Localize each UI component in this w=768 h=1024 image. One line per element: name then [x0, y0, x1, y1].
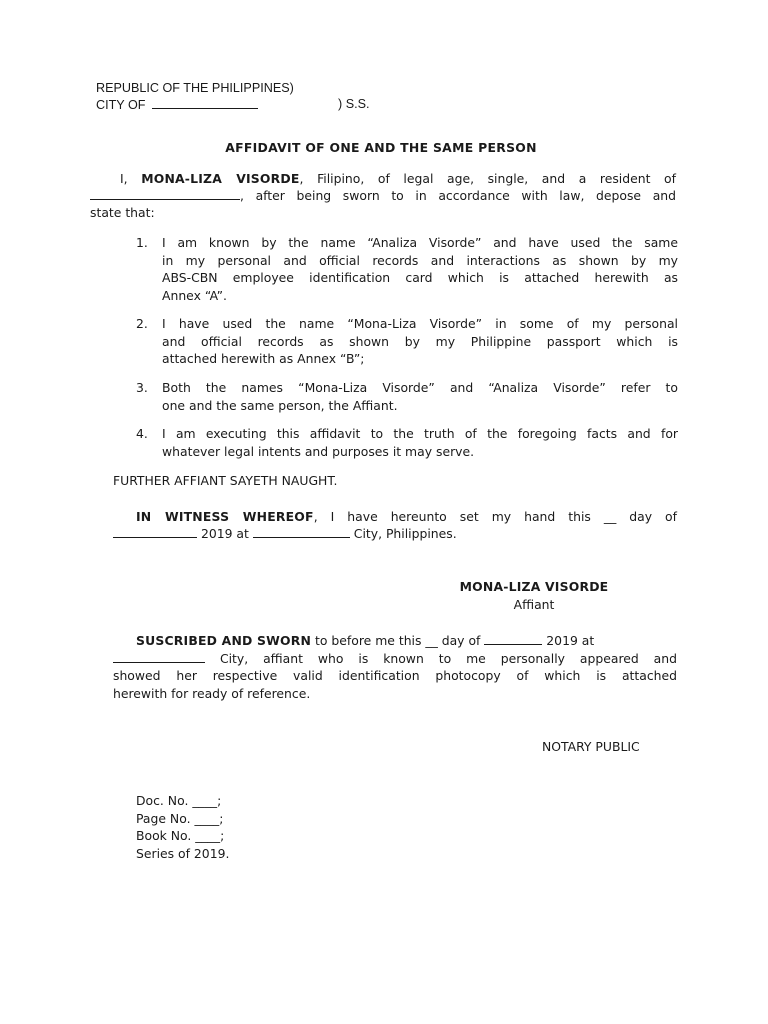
document-title: AFFIDAVIT OF ONE AND THE SAME PERSON — [225, 140, 537, 155]
header-republic: REPUBLIC OF THE PHILIPPINES) — [96, 81, 294, 95]
item-line: Annex “A”. — [162, 287, 227, 303]
intro-text-2: , after being sworn to in accordance with law, depose and — [240, 188, 676, 203]
month-blank — [113, 525, 197, 538]
item-number: 3. — [136, 380, 148, 395]
item-line: attached herewith as Annex “B”; — [162, 351, 365, 366]
jurat-line-1 — [113, 632, 677, 650]
list-item-3 — [136, 379, 678, 415]
item-line: I am executing this affidavit to the truth of the foregoing facts and for — [162, 426, 678, 441]
jurat-line-4: herewith for ready of reference. — [113, 686, 311, 701]
signature-name: MONA-LIZA VISORDE — [459, 579, 609, 594]
item-line: I am known by the name “Analiza Visorde” and have used the same — [162, 235, 678, 250]
jurat-bold: SUSCRIBED AND SWORN — [136, 633, 312, 648]
place-blank — [253, 525, 350, 538]
item-line: in my personal and official records and interactions as shown by my — [162, 252, 678, 268]
item-line: whatever legal intents and purposes it may serve. — [162, 443, 475, 459]
header-ss: ) S.S. — [338, 97, 370, 111]
jurat-line-2 — [113, 650, 677, 668]
doc-info — [136, 792, 229, 862]
witness-bold: IN WITNESS WHEREOF — [136, 509, 314, 524]
item-line: I have used the name “Mona-Liza Visorde” in some of my personal — [162, 316, 678, 331]
item-number: 4. — [136, 426, 148, 441]
witness-line-2 — [113, 525, 457, 543]
item-line: ABS-CBN employee identification card which is attached herewith as — [162, 270, 678, 285]
jurat-line-3: showed her respective valid identification photocopy of which is attached — [113, 668, 677, 683]
witness-text-2: 2019 at — [200, 526, 249, 541]
jurat-text-1b: 2019 at — [546, 633, 595, 648]
residence-blank — [90, 187, 240, 200]
item-number: 1. — [136, 235, 148, 250]
notary-public: NOTARY PUBLIC — [542, 739, 640, 754]
doc-number: Doc. No. ____; — [136, 793, 222, 808]
page-number: Page No. ____; — [136, 810, 224, 826]
signature-block — [420, 578, 648, 613]
intro-line-1 — [90, 170, 676, 188]
header-city — [96, 96, 396, 115]
item-number: 2. — [136, 316, 148, 331]
jurat-text-1: to before me this __ day of — [315, 633, 481, 648]
jurat-month-blank — [484, 632, 542, 645]
jurat-city-blank — [113, 650, 205, 663]
jurat-text-2: City, affiant who is known to me personally appeared and — [219, 651, 677, 666]
intro-lead: I, — [120, 171, 128, 186]
header-city-label: CITY OF — [96, 98, 146, 112]
list-item-4 — [136, 425, 678, 461]
item-line: one and the same person, the Affiant. — [162, 397, 398, 413]
intro-line-2 — [90, 187, 676, 205]
list-item-1 — [136, 234, 678, 306]
series: Series of 2019. — [136, 845, 230, 861]
book-number: Book No. ____; — [136, 828, 225, 843]
signature-role: Affiant — [513, 596, 555, 612]
affiant-name: MONA-LIZA VISORDE — [141, 171, 300, 186]
witness-text-1: , I have hereunto set my hand this __ day of — [313, 509, 677, 524]
city-blank — [152, 96, 258, 109]
list-item-2 — [136, 315, 678, 369]
witness-text-3: City, Philippines. — [353, 526, 457, 541]
further-affiant: FURTHER AFFIANT SAYETH NAUGHT. — [113, 473, 338, 488]
item-line: Both the names “Mona-Liza Visorde” and “Analiza Visorde” refer to — [162, 380, 678, 395]
intro-line-3: state that: — [90, 205, 155, 220]
witness-line-1 — [113, 508, 677, 526]
item-line: and official records as shown by my Philippine passport which is — [162, 333, 678, 349]
intro-text-1: , Filipino, of legal age, single, and a resident of — [299, 171, 676, 186]
